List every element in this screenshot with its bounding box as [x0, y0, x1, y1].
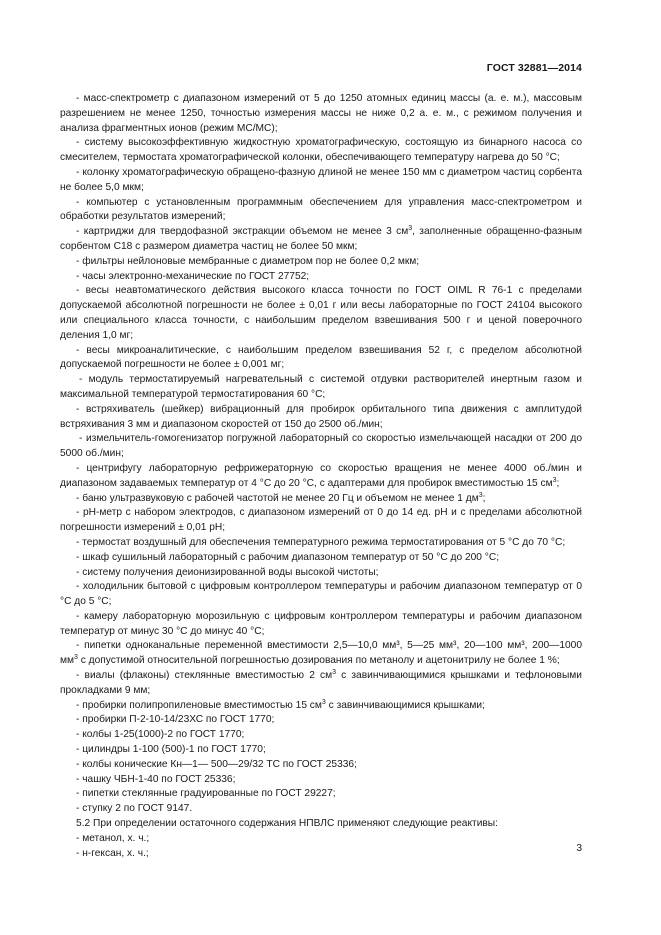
paragraph-text: - пробирки П-2-10-14/23ХС по ГОСТ 1770; [76, 714, 275, 726]
paragraph [60, 551, 582, 566]
paragraph-text: - термостат воздушный для обеспечения температурного режима термостатирования от 5 °С до 70 °С; [76, 536, 566, 548]
paragraph [60, 196, 582, 226]
paragraph [60, 462, 582, 492]
paragraph [60, 255, 582, 270]
paragraph [60, 566, 582, 581]
paragraph-text: - ступку 2 по ГОСТ 9147. [76, 803, 193, 815]
paragraph [60, 166, 582, 196]
paragraph-text-continued: с завинчивающимися крышками и тефлоновыми прокладками 9 мм; [60, 670, 582, 696]
paragraph [60, 773, 582, 788]
paragraph [60, 847, 582, 862]
paragraph-text: - весы микроаналитические, с наибольшим пределом взвешивания 52 г, с пределом абсолютной допускаемой погрешности не более ± 0,001 мг; [60, 344, 582, 371]
paragraph [60, 699, 582, 714]
superscript: 3 [552, 476, 557, 484]
paragraph-text: - метанол, х. ч.; [76, 832, 150, 844]
paragraph-text: - пипетки одноканальные переменной вместимости 2,5—10,0 мм³, 5—25 мм³, 20—100 мм³, 200—1000 мм [60, 640, 582, 667]
document-header: ГОСТ 32881—2014 [486, 62, 582, 74]
paragraph-text: - пипетки стеклянные градуированные по ГОСТ 29227; [76, 788, 336, 800]
paragraph-text: - модуль термостатируемый нагревательный с системой отдувки растворителей инертным газом и максимальной температурой термостатирования 60 °С; [60, 374, 582, 400]
paragraph-text: - систему высокоэффективную жидкостную хроматографическую, состоящую из бинарного насоса со смесителем, термостата хроматографической колонки, обеспечивающего температуру нагрева до 50 °С; [60, 137, 582, 164]
paragraph [60, 832, 582, 847]
paragraph [60, 492, 582, 507]
superscript: 3 [332, 669, 337, 677]
paragraph [60, 344, 582, 374]
paragraph-text: - систему получения деионизированной воды высокой чистоты; [76, 566, 379, 578]
superscript: 3 [478, 491, 483, 499]
paragraph-text: - компьютер с установленным программным обеспечением для управления масс-спектрометром и обработки результатов измерений; [60, 196, 582, 223]
body-text [60, 92, 582, 861]
paragraph [60, 92, 582, 136]
paragraph [60, 270, 582, 285]
paragraph-text: - встряхиватель (шейкер) вибрационный для пробирок орбитального типа движения с амплитудой встряхивания 3 мм и диапазоном скоростей от 150 до 2500 об./мин; [60, 403, 582, 430]
paragraph-text-continued: ; [556, 477, 560, 489]
paragraph-text-continued: ; [482, 492, 486, 504]
paragraph [60, 639, 582, 669]
paragraph-text: - масс-спектрометр с диапазоном измерений от 5 до 1250 атомных единиц массы (а. е. м.), массовым разрешением не менее 1250, точностью измерения массы не ниже 0,2 а. е. м., с режимом получения и анализа фрагментных ионов (режим МС/МС); [60, 93, 582, 134]
paragraph-text: - чашку ЧБН-1-40 по ГОСТ 25336; [76, 773, 236, 785]
page-number: 3 [576, 843, 582, 854]
paragraph [60, 669, 582, 699]
paragraph-text: - колбы 1-25(1000)-2 по ГОСТ 1770; [76, 729, 245, 741]
paragraph [60, 432, 582, 462]
paragraph-text: - пробирки полипропиленовые вместимостью 15 см [76, 699, 322, 711]
paragraph [60, 225, 582, 255]
paragraph [60, 713, 582, 728]
paragraph [60, 373, 582, 403]
paragraph-text: - виалы (флаконы) стеклянные вместимостью 2 см [76, 670, 333, 682]
paragraph-text: - колбы конические Кн—1— 500—29/32 ТС по ГОСТ 25336; [76, 758, 357, 770]
paragraph-text: - колонку хроматографическую обращено-фазную длиной не менее 150 мм с диаметром частиц сорбента не более 5,0 мкм; [60, 166, 582, 193]
paragraph [60, 787, 582, 802]
paragraph-text: - н-гексан, х. ч.; [76, 847, 149, 859]
superscript: 3 [74, 654, 78, 662]
paragraph-text: - шкаф сушильный лабораторный с рабочим диапазоном температур от 50 °С до 200 °С; [76, 551, 500, 563]
paragraph-text-continued: с допустимой относительной погрешностью дозирования по метанолу и ацетонитрилу не более 1 %; [77, 655, 560, 667]
paragraph [60, 610, 582, 640]
paragraph-text: - картриджи для твердофазной экстракции объемом не менее 3 см [76, 226, 409, 238]
paragraph-text: - измельчитель-гомогенизатор погружной лабораторный со скоростью измельчающей насадки от 200 до 5000 об./мин; [60, 433, 582, 460]
paragraph-text: - весы неавтоматического действия высокого класса точности по ГОСТ OIML R 76-1 с пределами допускаемой абсолютной погрешности не более ± 0,01 г или весы лабораторные по ГОСТ 24104 высокого или специального класса точности, с наибольшим пределом взвешивания 500 г и ценой поверочного деления 1,0 мг; [60, 285, 582, 341]
paragraph-text: - часы электронно-механические по ГОСТ 27752; [76, 270, 310, 282]
paragraph-text: - центрифугу лабораторную рефрижераторную со скоростью вращения не менее 4000 об./мин и диапазоном задаваемых температур от 4 °С до 20 °С, с адаптерами для пробирок вместимостью 15 см [60, 462, 582, 489]
paragraph [60, 580, 582, 610]
superscript: 3 [321, 698, 326, 706]
superscript: 3 [408, 225, 413, 233]
paragraph [60, 817, 582, 832]
paragraph [60, 758, 582, 773]
paragraph [60, 536, 582, 551]
paragraph-text-continued: , заполненные обращенно-фазным сорбентом С18 с размером диаметра частиц не более 50 мкм; [60, 226, 582, 252]
paragraph-text: - цилиндры 1-100 (500)-1 по ГОСТ 1770; [76, 744, 266, 756]
paragraph [60, 802, 582, 817]
paragraph [60, 403, 582, 433]
paragraph [60, 728, 582, 743]
paragraph-text: - фильтры нейлоновые мембранные с диаметром пор не более 0,2 мкм; [76, 255, 420, 267]
paragraph-text: - холодильник бытовой с цифровым контроллером температуры и рабочим диапазоном температур от 0 °С до 5 °С; [60, 581, 582, 608]
paragraph [60, 743, 582, 758]
paragraph [60, 506, 582, 536]
paragraph-text: - баню ультразвуковую с рабочей частотой не менее 20 Гц и объемом не менее 1 дм [76, 492, 479, 504]
paragraph-text: - камеру лабораторную морозильную с цифровым контроллером температуры и рабочим диапазоном температур от минус 30 °С до минус 40 °С; [60, 610, 582, 637]
paragraph-text: - pH-метр с набором электродов, с диапазоном измерений от 0 до 14 ед. pH и с пределами абсолютной погрешности измерений ± 0,01 pH; [60, 507, 582, 534]
paragraph-text: 5.2 При определении остаточного содержания НПВЛС применяют следующие реактивы: [76, 818, 498, 830]
paragraph [60, 136, 582, 166]
paragraph-text-continued: с завинчивающимися крышками; [325, 699, 485, 711]
paragraph [60, 284, 582, 343]
